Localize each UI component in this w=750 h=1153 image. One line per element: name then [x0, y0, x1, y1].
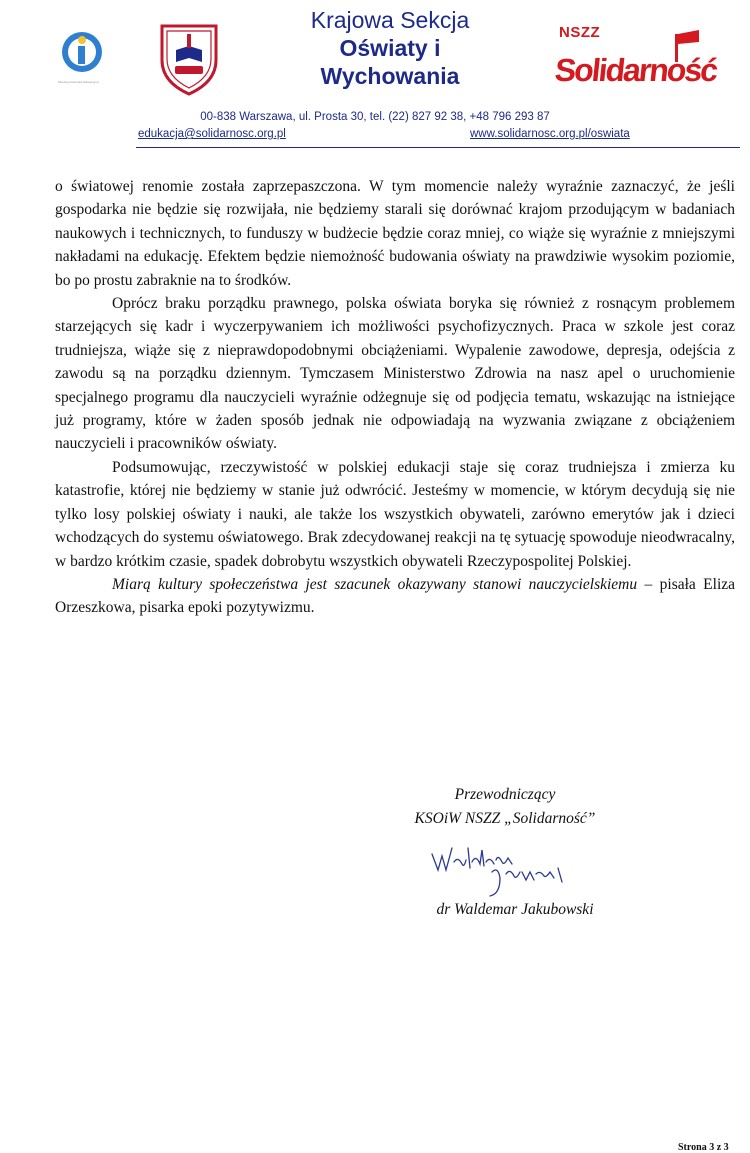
organization-title — [270, 6, 510, 90]
signer-organization: KSOiW NSZZ „Solidarność” — [414, 810, 596, 827]
paragraph-4 — [55, 573, 735, 620]
ei-logo-caption: Międzynarodówka Edukacyjna — [58, 80, 99, 84]
section-shield-logo — [158, 20, 220, 96]
orzeszkowa-quote: Miarą kultury społeczeństwa jest szacunek okazywany stanowi nauczycielskiemu – — [112, 575, 653, 593]
letter-body — [55, 175, 735, 620]
website-link[interactable]: www.solidarnosc.org.pl/oswiata — [470, 128, 630, 140]
paragraph-1: o światowej renomie została zaprzepaszczona. W tym momencie należy wyraźnie zaznaczyć, że jeśli gospodarka nie będzie się rozwijała, nie będziemy starali się dorównać krajom przodującym w badaniach naukowych i technicznych, to funduszy w budżecie będzie coraz mniej, co wiąże się wyraźnie z mniejszymi nakładami na edukację. Efektem będzie niemożność budowania oświaty na prawdziwie wysokim poziomie, bo po prostu zabraknie na to środków. — [55, 178, 735, 289]
paragraph-3: Podsumowując, rzeczywistość w polskiej edukacji staje się coraz trudniejsza i zmierza ku katastrofie, której nie będziemy w stanie już odwrócić. Jesteśmy w momencie, w którym decydują się nie tylko losy polskiej oświaty i nauki, ale także los wszystkich obywateli, zarówno emerytów jak i dzieci wchodzących do systemu oświatowego. Brak zdecydowanej reakcji na tę sytuację spowoduje nieodwracalny, w bardzo krótkim czasie, spadek dobrobytu wszystkich obywateli Rzeczypospolitej Polskiej. — [55, 458, 735, 570]
ei-logo-icon — [58, 30, 106, 80]
title-line-2: Oświaty i — [339, 35, 441, 61]
signer-name: dr Waldemar Jakubowski — [436, 901, 594, 918]
paragraph-2: Oprócz braku porządku prawnego, polska oświata boryka się również z rosnącym problemem starzejących się kadr i wyczerpywaniem ich możliwości psychofizycznych. Praca w szkole jest coraz trudniejsza, wiąże się z nieprawdopodobnymi obciążeniami. Wypalenie zawodowe, depresja, odejścia z zawodu są na porządku dziennym. Tymczasem Ministerstwo Zdrowia na nasz apel o uruchomienie specjalnego programu dla nauczycieli wyraźnie odżegnuje się od podjęcia tematu, wskazując na istniejące już programy, które w żaden sposób jednak nie odpowiadają na wyzwania związane z obciążeniem nauczycieli i pracowników oświaty. — [55, 295, 735, 453]
title-line-3: Wychowania — [320, 63, 460, 89]
letterhead — [0, 0, 750, 150]
email-link[interactable]: edukacja@solidarnosc.org.pl — [138, 128, 286, 140]
contact-address: 00-838 Warszawa, ul. Prosta 30, tel. (22) 827 92 38, +48 796 293 87 — [200, 111, 550, 123]
page-number: Strona 3 z 3 — [678, 1142, 729, 1153]
title-line-1: Krajowa Sekcja — [310, 7, 470, 33]
shield-icon — [158, 20, 220, 96]
union-prefix: NSZZ — [559, 24, 601, 41]
signer-role: Przewodniczący — [454, 786, 556, 803]
handwritten-signature — [428, 842, 588, 902]
solidarnosc-logo — [555, 24, 725, 94]
union-name: Solidarność — [553, 52, 719, 88]
education-international-logo — [58, 30, 106, 92]
header-divider — [136, 147, 740, 148]
quote-attribution: pisała Eliza Orzeszkowa, pisarka epoki pozytywizmu. — [55, 575, 736, 617]
